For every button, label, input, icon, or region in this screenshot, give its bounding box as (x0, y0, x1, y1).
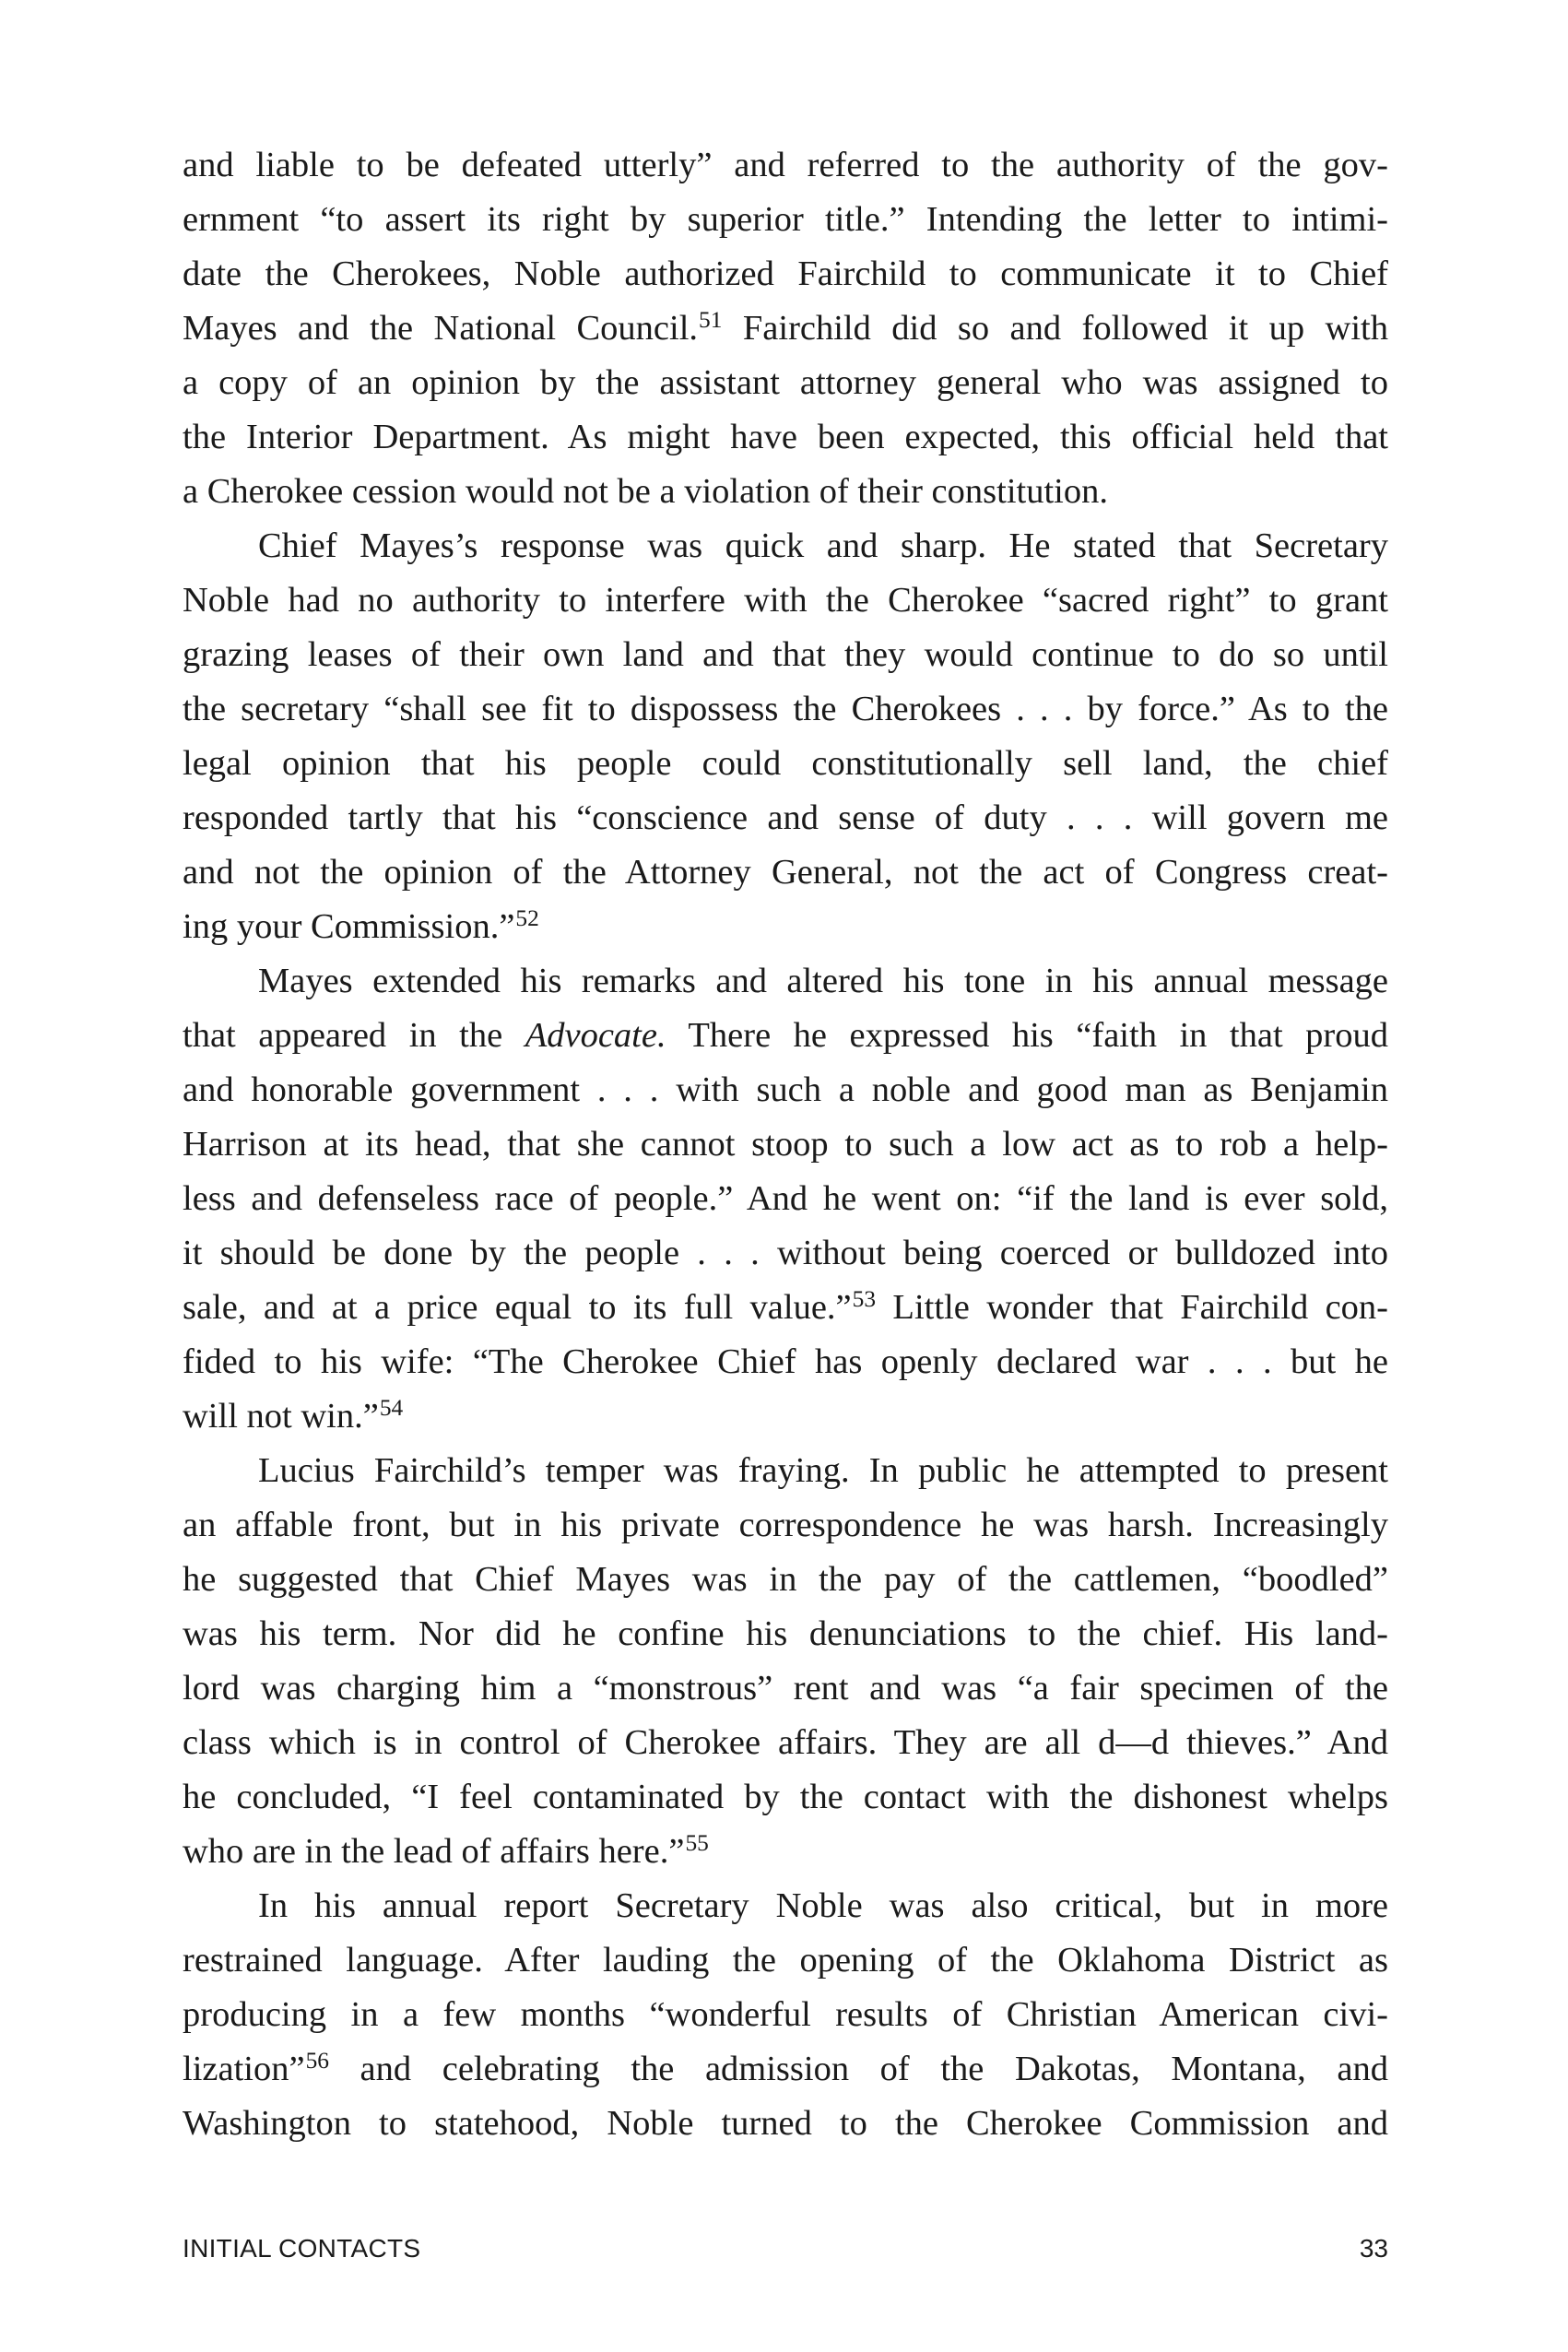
text-line: he concluded, “I feel contaminated by the contact with the dishonest whelps (183, 1778, 1388, 1816)
text-line: Mayes extended his remarks and altered his tone in his annual message (258, 962, 1388, 1000)
footnote-ref-53[interactable]: 53 (852, 1285, 877, 1312)
text-line: date the Cherokees, Noble authorized Fairchild to communicate it to Chief (183, 254, 1388, 293)
text-line: producing in a few months “wonderful results of Christian American civi- (183, 1995, 1388, 2034)
text-line: responded tartly that his “conscience and sense of duty . . . will govern me (183, 798, 1388, 837)
text-line: ernment “to assert its right by superior title.” Intending the letter to intimi- (183, 200, 1388, 239)
footnote-ref-52[interactable]: 52 (515, 904, 539, 931)
text-segment: ing your Commission.” (183, 907, 515, 946)
page-number: 33 (1359, 2234, 1388, 2263)
text-line: In his annual report Secretary Noble was also critical, but in more (258, 1886, 1388, 1925)
text-segment: Little wonder that Fairchild con- (876, 1288, 1388, 1327)
text-line: a Cherokee cession would not be a violation of their constitution. (183, 472, 1108, 511)
text-line: Washington to statehood, Noble turned to the Cherokee Commission and (183, 2104, 1388, 2143)
footnote-ref-56[interactable]: 56 (305, 2047, 329, 2074)
text-line: he suggested that Chief Mayes was in the pay of the cattlemen, “boodled” (183, 1560, 1388, 1599)
paragraph-1 (183, 138, 1388, 519)
text-line (183, 1389, 1388, 1444)
text-line (183, 2042, 1388, 2097)
text-segment: lization” (183, 2050, 305, 2088)
text-line: Noble had no authority to interfere with the Cherokee “sacred right” to grant (183, 581, 1388, 620)
footnote-ref-55[interactable]: 55 (685, 1829, 709, 1856)
text-line: grazing leases of their own land and that they would continue to do so until (183, 635, 1388, 674)
text-line: the Interior Department. As might have been expected, this official held that (183, 418, 1388, 456)
text-line: lord was charging him a “monstrous” rent and was “a fair specimen of the (183, 1669, 1388, 1708)
text-line: was his term. Nor did he confine his denunciations to the chief. His land- (183, 1614, 1388, 1653)
page-footer (183, 2230, 1388, 2267)
paragraph-5 (183, 1879, 1388, 2151)
text-line (183, 1009, 1388, 1063)
text-line: Chief Mayes’s response was quick and sharp. He stated that Secretary (258, 526, 1388, 565)
text-segment: There he expressed his “faith in that proud (666, 1016, 1388, 1055)
footnote-ref-54[interactable]: 54 (379, 1394, 404, 1421)
text-line (183, 1825, 1388, 1879)
text-line: the secretary “shall see fit to dispossess the Cherokees . . . by force.” As to the (183, 690, 1388, 728)
text-line: and not the opinion of the Attorney General, not the act of Congress creat- (183, 853, 1388, 892)
paragraph-4 (183, 1444, 1388, 1879)
text-line: Lucius Fairchild’s temper was fraying. In public he attempted to present (258, 1451, 1388, 1490)
text-line: less and defenseless race of people.” And he went on: “if the land is ever sold, (183, 1179, 1388, 1218)
text-line: a copy of an opinion by the assistant attorney general who was assigned to (183, 363, 1388, 402)
text-segment: that appeared in the (183, 1016, 525, 1055)
text-line: fided to his wife: “The Cherokee Chief has openly declared war . . . but he (183, 1342, 1388, 1381)
running-head: INITIAL CONTACTS (183, 2234, 421, 2263)
text-line (183, 1281, 1388, 1335)
text-line: restrained language. After lauding the opening of the Oklahoma District as (183, 1941, 1388, 1980)
text-segment: and celebrating the admission of the Dakotas, Montana, and (328, 2050, 1388, 2088)
text-line: legal opinion that his people could constitutionally sell land, the chief (183, 744, 1388, 783)
text-line: it should be done by the people . . . without being coerced or bulldozed into (183, 1234, 1388, 1272)
text-line: an affable front, but in his private correspondence he was harsh. Increasingly (183, 1506, 1388, 1544)
newspaper-title: Advocate. (525, 1016, 666, 1055)
text-line: and honorable government . . . with such a noble and good man as Benjamin (183, 1070, 1388, 1109)
page-body (183, 138, 1388, 2151)
text-line: Harrison at its head, that she cannot stoop to such a low act as to rob a help- (183, 1125, 1388, 1164)
text-line (183, 301, 1388, 356)
text-segment: will not win.” (183, 1397, 379, 1436)
footnote-ref-51[interactable]: 51 (699, 306, 723, 333)
text-segment: sale, and at a price equal to its full value.” (183, 1288, 852, 1327)
text-segment: who are in the lead of affairs here.” (183, 1832, 685, 1871)
text-line: class which is in control of Cherokee affairs. They are all d—d thieves.” And (183, 1723, 1388, 1762)
paragraph-3 (183, 954, 1388, 1444)
text-line (183, 900, 1388, 954)
text-line: and liable to be defeated utterly” and referred to the authority of the gov- (183, 146, 1388, 184)
text-segment: Fairchild did so and followed it up with (722, 309, 1388, 348)
paragraph-2 (183, 519, 1388, 954)
text-segment: Mayes and the National Council. (183, 309, 699, 348)
